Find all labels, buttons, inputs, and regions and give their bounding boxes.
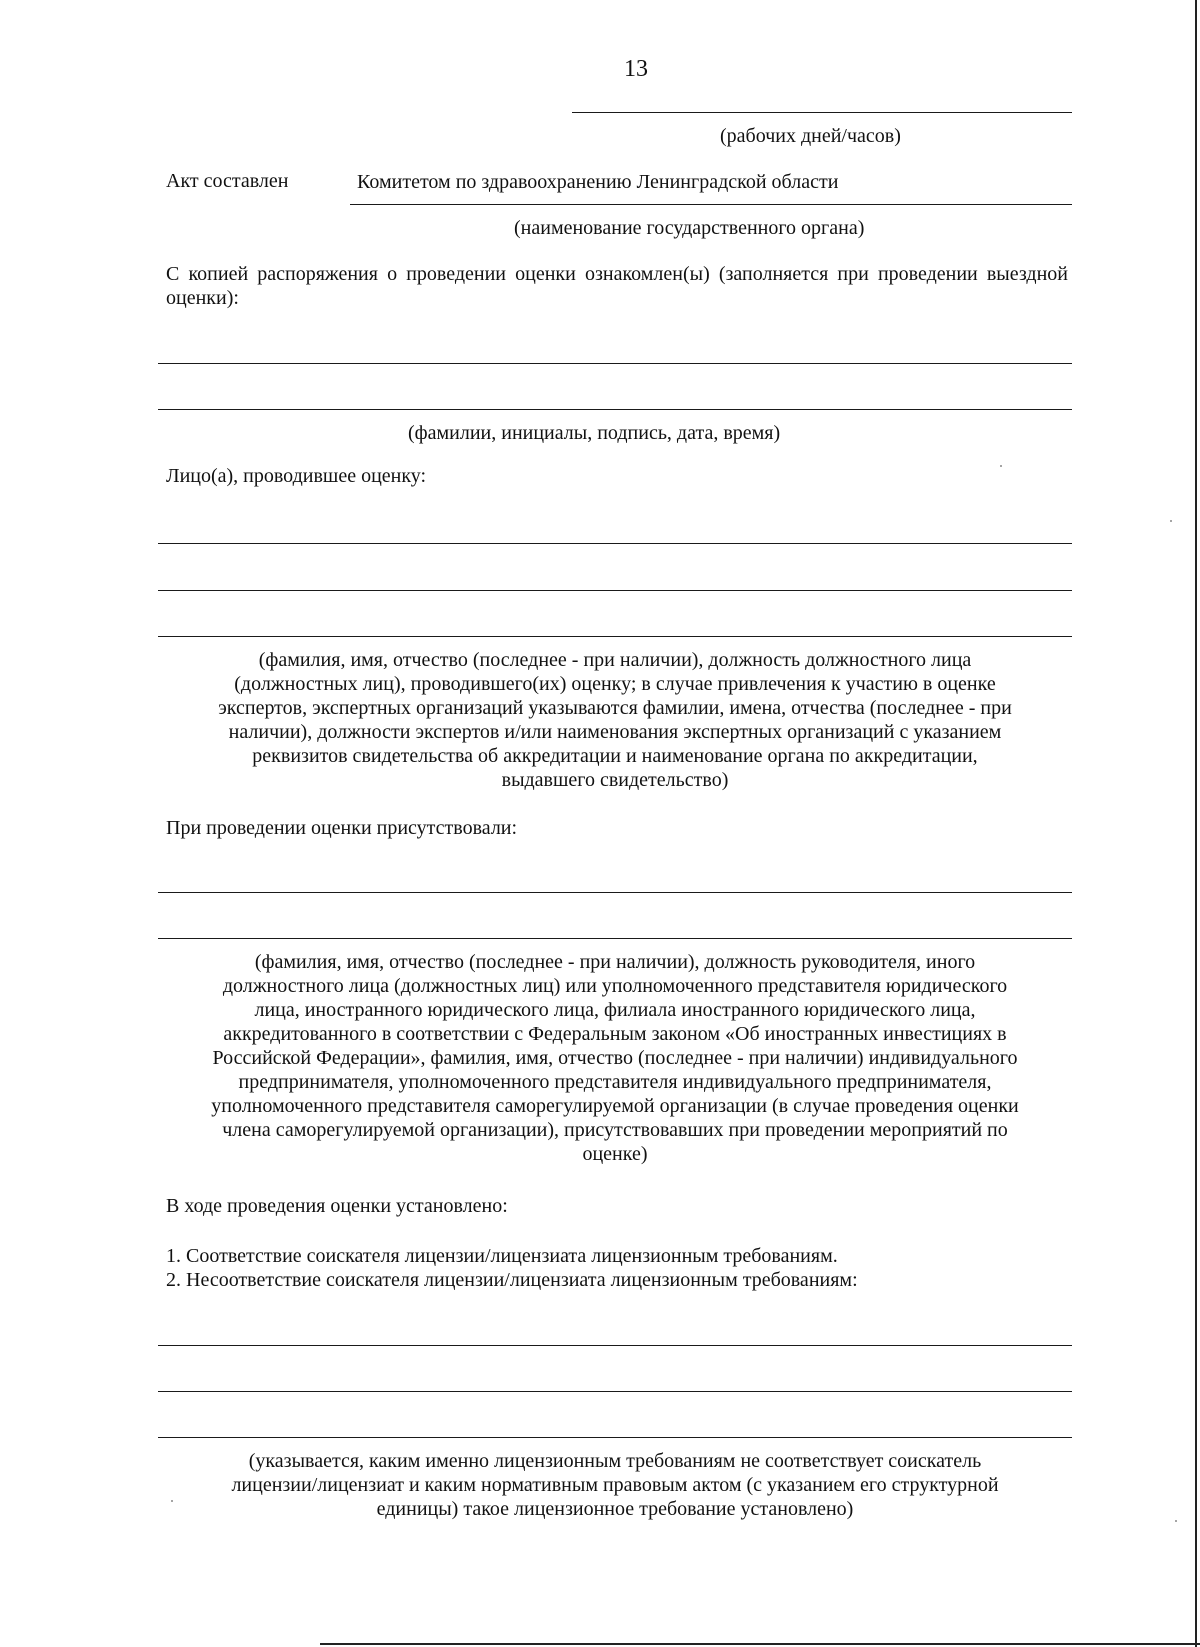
caption-line: аккредитованного в соответствии с Федеральным законом «Об иностранных инвестициях в	[223, 1023, 1007, 1045]
caption-line: предпринимателя, уполномоченного представителя индивидуального предпринимателя,	[238, 1071, 992, 1093]
caption-line: наличии), должности экспертов и/или наименования экспертных организаций с указанием	[228, 721, 1002, 743]
findings-fill-line-1	[158, 1345, 1072, 1346]
act-label: Акт составлен	[166, 170, 289, 192]
caption-line: (указывается, каким именно лицензионным требованиям не соответствует соискатель	[248, 1450, 982, 1472]
findings-caption	[158, 1449, 1072, 1521]
findings-fill-line-2	[158, 1391, 1072, 1392]
caption-line: реквизитов свидетельства об аккредитации и наименование органа по аккредитации,	[252, 745, 978, 767]
copy-caption: (фамилии, инициалы, подпись, дата, время)	[408, 422, 781, 444]
present-fill-line-2	[158, 938, 1072, 939]
caption-line: Российской Федерации», фамилия, имя, отчество (последнее - при наличии) индивидуального	[212, 1047, 1018, 1069]
findings-label: В ходе проведения оценки установлено:	[166, 1195, 508, 1217]
page-number: 13	[624, 56, 648, 82]
caption-line: (должностных лиц), проводившего(их) оценку; в случае привлечения к участию в оценке	[234, 673, 996, 695]
caption-line: должностного лица (должностных лиц) или уполномоченного представителя юридического	[222, 975, 1008, 997]
scan-edge-bottom	[320, 1643, 1200, 1645]
findings-fill-line-3	[158, 1437, 1072, 1438]
present-fill-line-1	[158, 892, 1072, 893]
caption-line: экспертов, экспертных организаций указываются фамилии, имена, отчества (последнее - при	[218, 697, 1012, 719]
assessors-fill-line-3	[158, 636, 1072, 637]
caption-line: единицы) такое лицензионное требование установлено)	[376, 1498, 854, 1520]
act-caption: (наименование государственного органа)	[514, 217, 865, 239]
caption-line: оценке)	[582, 1143, 648, 1165]
caption-line: уполномоченного представителя саморегулируемой организации (в случае проведения оценки	[211, 1095, 1019, 1117]
scan-speck	[1000, 465, 1002, 467]
findings-item-2: 2. Несоответствие соискателя лицензии/лицензиата лицензионным требованиям:	[166, 1269, 858, 1291]
act-fill-line	[350, 204, 1072, 205]
scan-edge-right	[1195, 0, 1197, 1647]
assessors-label: Лицо(а), проводившее оценку:	[166, 465, 427, 487]
copy-fill-line-2	[158, 409, 1072, 410]
findings-item-1: 1. Соответствие соискателя лицензии/лицензиата лицензионным требованиям.	[166, 1245, 838, 1267]
caption-line: выдавшего свидетельство)	[501, 769, 729, 791]
scan-speck	[1175, 1520, 1177, 1522]
assessors-fill-line-2	[158, 590, 1072, 591]
caption-line: лицензии/лицензиат и каким нормативным правовым актом (с указанием его структурной	[231, 1474, 999, 1496]
act-value: Комитетом по здравоохранению Ленинградской области	[357, 171, 839, 193]
caption-line: (фамилия, имя, отчество (последнее - при наличии), должность должностного лица	[258, 649, 972, 671]
work-days-caption: (рабочих дней/часов)	[720, 125, 901, 147]
assessors-caption	[158, 648, 1072, 792]
assessors-fill-line-1	[158, 543, 1072, 544]
copy-fill-line-1	[158, 363, 1072, 364]
present-label: При проведении оценки присутствовали:	[166, 817, 518, 839]
caption-line: члена саморегулируемой организации), присутствовавших при проведении мероприятий по	[222, 1119, 1008, 1141]
scan-speck	[171, 1500, 173, 1502]
present-caption	[158, 950, 1072, 1166]
work-days-fill-line	[572, 112, 1072, 113]
scan-speck	[1170, 520, 1172, 522]
caption-line: лица, иностранного юридического лица, филиала иностранного юридического лица,	[254, 999, 976, 1021]
copy-acquainted-text: С копией распоряжения о проведении оценки ознакомлен(ы) (заполняется при проведении выездной оценки):	[166, 263, 1068, 309]
caption-line: (фамилия, имя, отчество (последнее - при наличии), должность руководителя, иного	[254, 951, 976, 973]
